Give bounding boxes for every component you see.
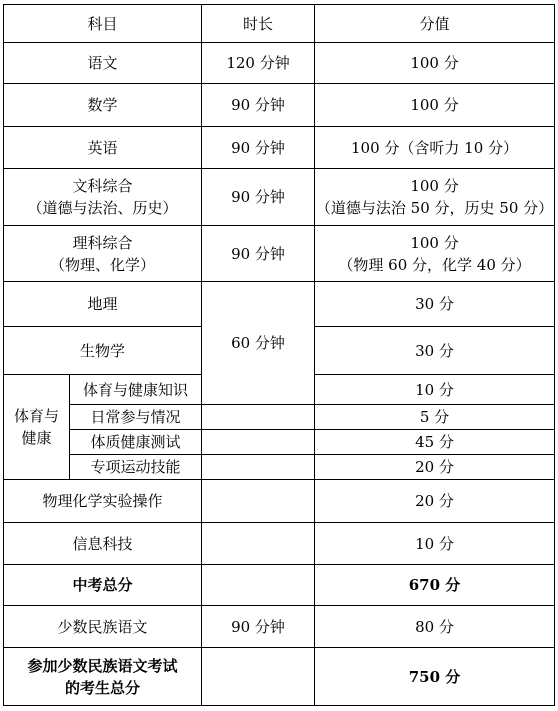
subject-note: （物理、化学） <box>50 255 156 274</box>
score-cell: 100 分 <box>315 43 555 84</box>
minority-total-row <box>4 648 555 706</box>
score-cell: 10 分 <box>315 523 555 565</box>
score-cell <box>315 226 555 282</box>
duration-cell-empty <box>202 455 315 480</box>
minority-total-label <box>4 648 202 706</box>
header-score: 分值 <box>315 5 555 43</box>
table-row <box>4 405 555 430</box>
score-cell: 30 分 <box>315 282 555 327</box>
score-cell: 100 分（含听力 10 分） <box>315 127 555 169</box>
duration-cell-empty <box>202 565 315 606</box>
subject-line: 理科综合 <box>72 233 133 252</box>
score-cell: 30 分 <box>315 327 555 375</box>
score-line: 100 分 <box>410 233 459 252</box>
duration-cell: 90 分钟 <box>202 169 315 226</box>
label-line: 的考生总分 <box>65 678 141 697</box>
total-score: 670 分 <box>315 565 555 606</box>
duration-cell-empty <box>202 480 315 523</box>
table-row <box>4 455 555 480</box>
duration-cell: 120 分钟 <box>202 43 315 84</box>
score-note: （物理 60 分，化学 40 分） <box>338 255 531 274</box>
table-row <box>4 430 555 455</box>
subject-cell: 生物学 <box>4 327 202 375</box>
subject-note: （道德与法治、历史） <box>27 199 178 217</box>
score-cell: 10 分 <box>315 375 555 405</box>
table-row <box>4 606 555 648</box>
subject-cell: 体质健康测试 <box>70 430 202 455</box>
table-row <box>4 84 555 127</box>
label-line: 参加少数民族语文考试 <box>27 656 178 675</box>
table-row <box>4 127 555 169</box>
duration-cell-empty <box>202 648 315 706</box>
score-cell: 80 分 <box>315 606 555 648</box>
table-header-row <box>4 5 555 43</box>
subject-cell: 少数民族语文 <box>4 606 202 648</box>
score-cell: 20 分 <box>315 480 555 523</box>
subject-cell <box>4 169 202 226</box>
shared-duration-cell: 60 分钟 <box>202 282 315 405</box>
total-label: 中考总分 <box>4 565 202 606</box>
minority-total-score: 750 分 <box>315 648 555 706</box>
score-line: 100 分 <box>410 177 459 195</box>
subject-cell: 语文 <box>4 43 202 84</box>
table-row <box>4 169 555 226</box>
subject-cell <box>4 226 202 282</box>
score-cell: 45 分 <box>315 430 555 455</box>
duration-cell-empty <box>202 405 315 430</box>
total-row <box>4 565 555 606</box>
subject-cell: 地理 <box>4 282 202 327</box>
subject-line: 文科综合 <box>72 177 133 195</box>
table-row <box>4 226 555 282</box>
duration-cell: 90 分钟 <box>202 127 315 169</box>
score-note: （道德与法治 50 分，历史 50 分） <box>315 199 554 217</box>
header-duration: 时长 <box>202 5 315 43</box>
duration-cell-empty <box>202 430 315 455</box>
score-cell: 20 分 <box>315 455 555 480</box>
subject-cell: 英语 <box>4 127 202 169</box>
subject-cell: 日常参与情况 <box>70 405 202 430</box>
subject-cell: 体育与健康知识 <box>70 375 202 405</box>
duration-cell: 90 分钟 <box>202 84 315 127</box>
duration-cell: 90 分钟 <box>202 606 315 648</box>
score-cell: 5 分 <box>315 405 555 430</box>
table-row <box>4 282 555 327</box>
subject-cell: 数学 <box>4 84 202 127</box>
score-cell <box>315 169 555 226</box>
duration-cell: 90 分钟 <box>202 226 315 282</box>
duration-cell-empty <box>202 523 315 565</box>
table-row <box>4 480 555 523</box>
table-row <box>4 43 555 84</box>
subject-cell: 专项运动技能 <box>70 455 202 480</box>
score-cell: 100 分 <box>315 84 555 127</box>
table-row <box>4 523 555 565</box>
score-table <box>3 4 555 706</box>
header-subject: 科目 <box>4 5 202 43</box>
pe-group-cell: 体育与健康 <box>4 375 70 480</box>
subject-cell: 信息科技 <box>4 523 202 565</box>
subject-cell: 物理化学实验操作 <box>4 480 202 523</box>
